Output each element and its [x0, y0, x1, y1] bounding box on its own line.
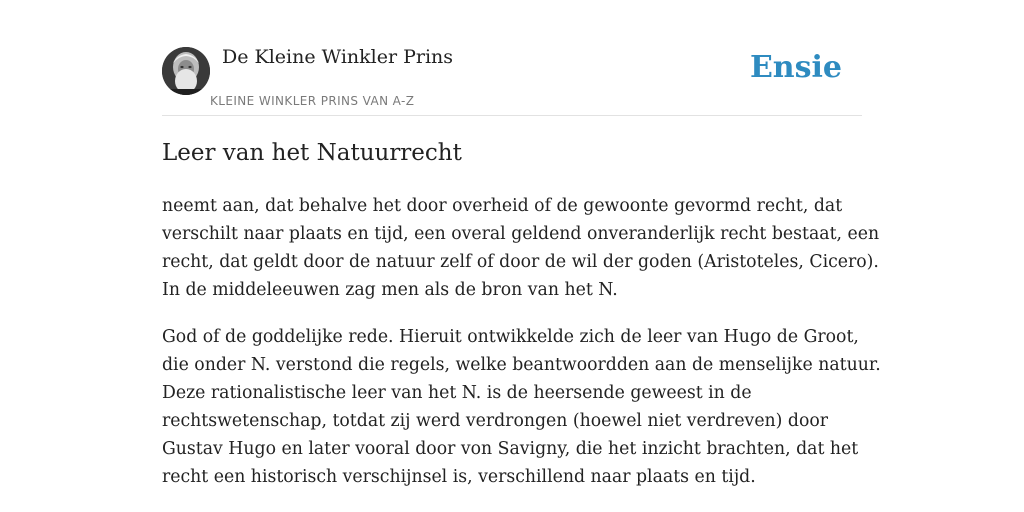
source-subtitle[interactable]: KLEINE WINKLER PRINS VAN A-Z: [210, 94, 415, 108]
text-line: die onder N. verstond die regels, welke beantwoordden aan de menselijke natuur.: [162, 355, 881, 375]
article-title: Leer van het Natuurrecht: [162, 140, 462, 166]
source-title[interactable]: De Kleine Winkler Prins: [222, 46, 454, 68]
text-line: Deze rationalistische leer van het N. is de heersende geweest in de: [162, 383, 752, 403]
text-line: recht, dat geldt door de natuur zelf of door de wil der goden (Aristoteles, Cicero).: [162, 252, 879, 272]
text-line: God of de goddelijke rede. Hieruit ontwikkelde zich de leer van Hugo de Groot,: [162, 327, 859, 347]
paragraph: [162, 192, 880, 304]
divider: [162, 115, 862, 116]
text-line: Gustav Hugo en later vooral door von Savigny, die het inzicht brachten, dat het: [162, 439, 859, 459]
text-line: In de middeleeuwen zag men als de bron van het N.: [162, 280, 618, 300]
article-body: [162, 192, 881, 510]
avatar[interactable]: [162, 47, 210, 95]
paragraph: [162, 323, 881, 491]
text-line: rechtswetenschap, totdat zij werd verdrongen (hoewel niet verdreven) door: [162, 411, 829, 431]
header: [162, 44, 862, 116]
text-line: recht een historisch verschijnsel is, verschillend naar plaats en tijd.: [162, 467, 756, 487]
brand-logo[interactable]: Ensie: [749, 50, 842, 85]
text-line: neemt aan, dat behalve het door overheid of de gewoonte gevormd recht, dat: [162, 196, 843, 216]
text-line: verschilt naar plaats en tijd, een overal geldend onveranderlijk recht bestaat, een: [162, 224, 880, 244]
portrait-icon: [162, 47, 210, 95]
